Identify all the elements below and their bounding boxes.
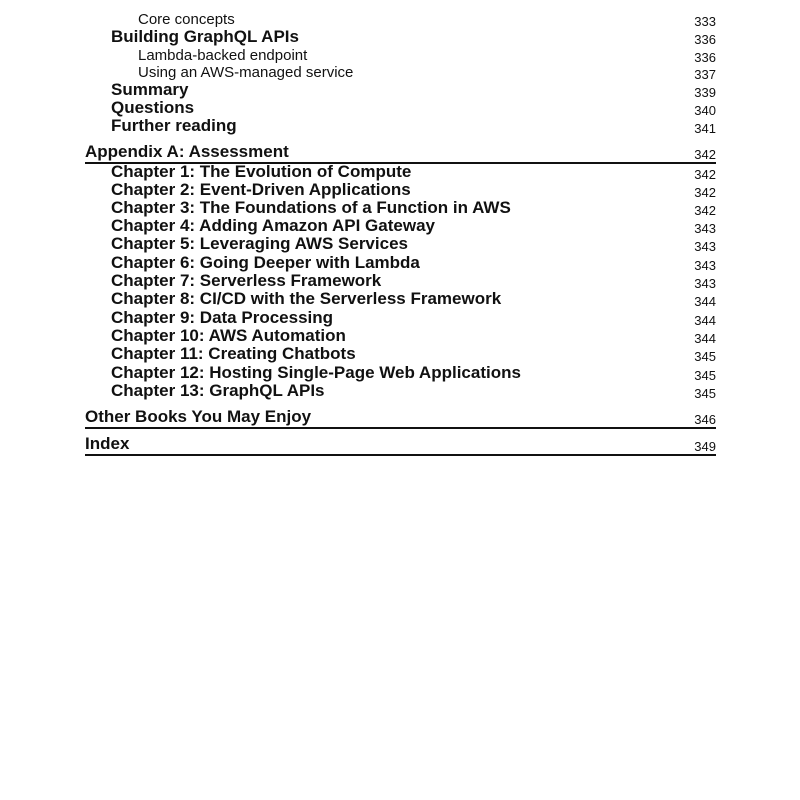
toc-entry-page: 343 [694,258,716,273]
toc-entry-page: 344 [694,313,716,328]
toc-entry-page: 346 [694,412,716,427]
toc-entry-title: Chapter 6: Going Deeper with Lambda [111,253,420,272]
toc-entry [0,288,800,308]
toc-entry-page: 337 [694,67,716,82]
toc-entry-title: Chapter 3: The Foundations of a Function in AWS [111,198,511,217]
toc-entry [0,79,800,99]
section-divider [85,427,716,429]
toc-entry-page: 333 [694,14,716,29]
toc-entry-page: 342 [694,167,716,182]
toc-entry [0,197,800,217]
toc-entry-page: 345 [694,349,716,364]
toc-entry-page: 342 [694,203,716,218]
toc-entry-page: 345 [694,368,716,383]
toc-entry-page: 336 [694,50,716,65]
toc-entry [0,115,800,135]
toc-entry-page: 341 [694,121,716,136]
toc-entry [0,343,800,363]
toc-entry-title: Chapter 2: Event-Driven Applications [111,180,411,199]
toc-entry-title: Lambda-backed endpoint [138,47,308,64]
toc-entry [0,26,800,46]
toc-entry-page: 349 [694,439,716,454]
toc-entry [0,161,800,181]
toc-entry [0,61,800,81]
toc-entry-page: 336 [694,32,716,47]
toc-entry-title: Chapter 7: Serverless Framework [111,271,382,290]
toc-entry-title: Further reading [111,116,237,135]
toc-entry [0,252,800,272]
toc-entry-title: Summary [111,80,189,99]
toc-entry [0,270,800,290]
toc-entry [0,141,800,161]
toc-entry-title: Using an AWS-managed service [138,64,354,81]
toc-entry-title: Chapter 8: CI/CD with the Serverless Framework [111,289,502,308]
toc-entry [0,406,800,426]
toc-entry-page: 339 [694,85,716,100]
toc-entry [0,233,800,253]
toc-entry-page: 342 [694,147,716,162]
toc-entry-page: 343 [694,221,716,236]
toc-entry [0,362,800,382]
section-divider [85,454,716,456]
toc-entry-title: Questions [111,98,195,117]
toc-entry-title: Other Books You May Enjoy [85,407,312,426]
toc-entry [0,433,800,453]
toc-entry-title: Chapter 11: Creating Chatbots [111,344,356,363]
toc-entry [0,307,800,327]
toc-entry-page: 343 [694,276,716,291]
toc-entry [0,179,800,199]
toc-entry-title: Core concepts [138,11,235,28]
toc-entry-title: Chapter 13: GraphQL APIs [111,381,325,400]
toc-entry [0,8,800,28]
toc-entry-title: Chapter 9: Data Processing [111,308,334,327]
toc-entry-page: 340 [694,103,716,118]
toc-entry-title: Chapter 4: Adding Amazon API Gateway [111,216,435,235]
toc-entry [0,380,800,400]
toc-entry [0,97,800,117]
toc-entry-title: Chapter 12: Hosting Single-Page Web Applications [111,363,521,382]
toc-entry-page: 342 [694,185,716,200]
toc-entry [0,325,800,345]
toc-entry-title: Appendix A: Assessment [85,142,289,161]
toc-entry-title: Chapter 5: Leveraging AWS Services [111,234,408,253]
toc-entry-page: 344 [694,294,716,309]
toc-entry [0,215,800,235]
toc-entry-page: 343 [694,239,716,254]
toc-entry-title: Chapter 1: The Evolution of Compute [111,162,412,181]
toc-entry-title: Building GraphQL APIs [111,27,299,46]
toc-entry-page: 344 [694,331,716,346]
toc-entry-title: Chapter 10: AWS Automation [111,326,346,345]
toc-entry-page: 345 [694,386,716,401]
toc-entry-title: Index [85,434,130,453]
